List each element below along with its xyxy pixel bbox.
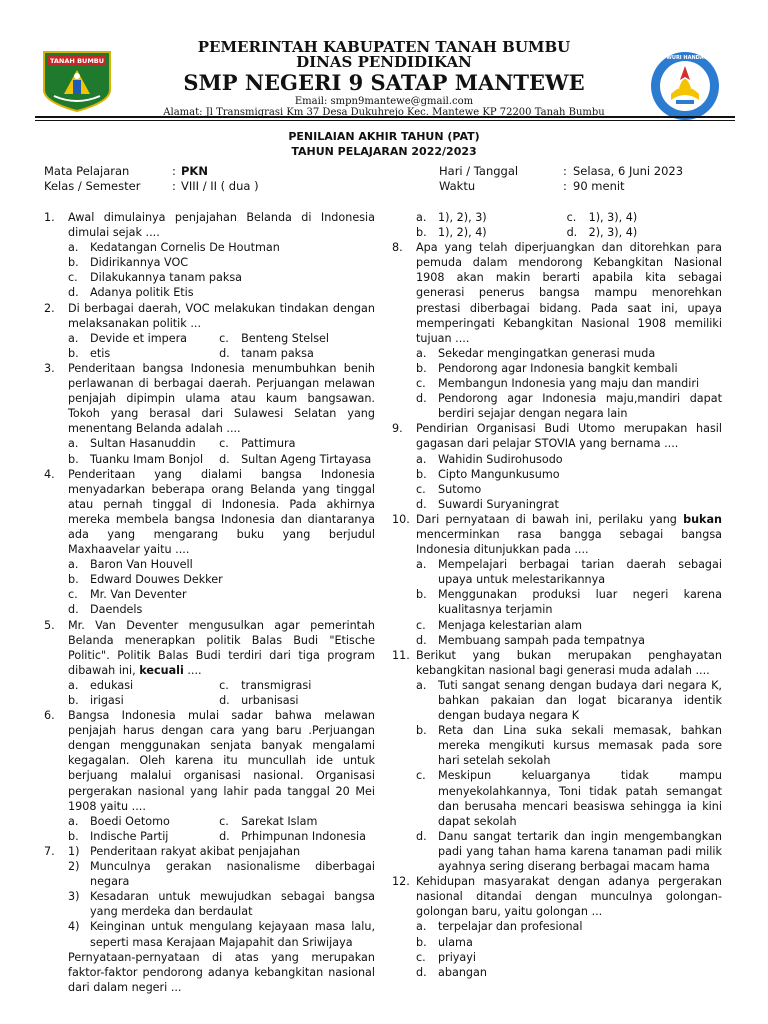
option-text: Edward Douwes Dekker <box>90 573 223 587</box>
option-c <box>416 618 722 633</box>
question-number: 10. <box>392 512 410 526</box>
statement-2 <box>68 859 375 889</box>
option-text: terpelajar dan profesional <box>438 920 583 934</box>
header-divider-thick <box>35 116 735 118</box>
question-6 <box>44 708 375 844</box>
option-letter: d. <box>416 497 427 511</box>
option-text: transmigrasi <box>241 678 312 692</box>
svg-text:TUT WURI HANDAYANI: TUT WURI HANDAYANI <box>653 55 717 61</box>
statement-1 <box>68 844 375 859</box>
option-row <box>416 225 722 240</box>
option-a <box>416 919 722 934</box>
option-letter: 3) <box>68 890 80 904</box>
school-name: SMP NEGERI 9 SATAP MANTEWE <box>183 70 585 95</box>
option-text: Reta dan Lina suka sekali memasak, bahkan mereka mengikuti kursus memasak pada sore hari setelah sekolah <box>438 724 722 768</box>
option-letter: a. <box>68 814 79 828</box>
option-d <box>416 497 722 512</box>
question-11 <box>392 648 722 874</box>
option-a <box>68 436 219 451</box>
option-c <box>567 210 722 225</box>
option-a <box>416 346 722 361</box>
option-b <box>68 693 219 708</box>
option-c <box>219 678 375 693</box>
question-number: 11. <box>392 648 410 662</box>
question-7 <box>44 844 375 995</box>
option-c <box>219 331 375 346</box>
option-letter: b. <box>68 573 79 587</box>
option-a <box>416 210 567 225</box>
option-text: Sutomo <box>438 482 482 496</box>
option-letter: c. <box>416 377 426 391</box>
question-number: 2. <box>44 301 55 315</box>
option-text: Danu sangat tertarik dan ingin mengembangkan padi yang tahan hama karena tanaman padi milik ayahnya sering diserang berbagai macam hama <box>438 829 722 874</box>
option-c <box>416 376 722 391</box>
option-d <box>416 391 722 421</box>
option-text: Baron Van Houvell <box>90 558 193 572</box>
question-4 <box>44 467 375 618</box>
subject-value: PKN <box>181 164 208 178</box>
option-b <box>416 361 722 376</box>
option-letter: a. <box>416 920 427 934</box>
question-2 <box>44 301 375 361</box>
option-letter: b. <box>416 724 427 738</box>
option-d <box>567 225 722 240</box>
option-text: Pendorong agar Indonesia maju,mandiri dapat berdiri sejajar dengan negara lain <box>438 392 722 421</box>
option-row <box>68 678 375 693</box>
questions-right-column <box>392 210 722 980</box>
option-c <box>219 814 375 829</box>
option-text: Sultan Ageng Tirtayasa <box>241 452 372 466</box>
questions-left-column <box>44 210 375 995</box>
option-text: Benteng Stelsel <box>241 331 330 345</box>
question-8 <box>392 240 722 421</box>
option-text: urbanisasi <box>241 694 299 707</box>
time-value: 90 menit <box>573 179 625 193</box>
question-stem: Apa yang telah diperjuangkan dan ditorehkan para pemuda dalam mendorong Kebangkitan Nasional 1908 akan makin berarti apabila kita sebagai generasi penerus bangsa mampu menorehkan prestasi diberbagai bidang. Pada saat ini, upaya memperingati Kebangkitan Nasional 1908 memiliki tujuan .... <box>416 241 722 345</box>
option-letter: a. <box>416 558 427 572</box>
question-stem: Awal dimulainya penjajahan Belanda di Indonesia dimulai sejak .... <box>68 211 375 240</box>
question-stem: Di berbagai daerah, VOC melakukan tindakan dengan melaksanakan politik ... <box>68 301 375 330</box>
question-stem: Mr. Van Deventer mengusulkan agar pemerintah Belanda menerapkan politik Balas Budi "Etische Politic". Politik Balas Budi terdiri dari tiga program dibawah ini, kecuali .... <box>68 618 375 677</box>
option-letter: c. <box>416 618 426 632</box>
option-letter: b. <box>68 829 79 843</box>
option-text: abangan <box>438 965 487 979</box>
option-text: Kedatangan Cornelis De Houtman <box>90 241 280 255</box>
option-letter: c. <box>68 271 78 285</box>
option-d <box>416 965 722 980</box>
option-row <box>68 331 375 346</box>
option-letter: d. <box>416 829 427 843</box>
option-letter: 1) <box>68 844 80 858</box>
option-c <box>416 768 722 828</box>
option-b <box>416 935 722 950</box>
option-letter: a. <box>68 437 79 451</box>
option-d <box>219 829 375 844</box>
question-5 <box>44 618 375 709</box>
option-text: Pattimura <box>241 437 296 451</box>
question-number: 12. <box>392 875 410 889</box>
option-text: Tuanku Imam Bonjol <box>90 452 204 466</box>
option-text: Meskipun keluarganya tidak mampu menyekolahkannya, Toni tidak patah semangat dan berusaha mencari beasiswa sehingga ia kini dapat sekolah <box>438 769 722 828</box>
option-b <box>416 587 722 617</box>
question-stem: Pernyataan-pernyataan di atas yang merupakan faktor-faktor pendorong adanya kebangkitan nasional dari dalam negeri ... <box>68 950 375 994</box>
option-d <box>68 602 375 617</box>
emphasis-word: bukan <box>683 512 722 526</box>
subject-colon: : <box>172 164 176 178</box>
option-letter: d. <box>68 603 79 617</box>
option-text: priyayi <box>438 950 477 964</box>
option-letter: d. <box>219 829 230 843</box>
question-10 <box>392 512 722 648</box>
option-d <box>219 346 375 361</box>
option-letter: b. <box>68 256 79 270</box>
option-a <box>416 452 722 467</box>
class-colon: : <box>172 179 176 193</box>
option-text: Cipto Mangunkusumo <box>438 467 560 481</box>
question-stem: Penderitaan bangsa Indonesia menumbuhkan benih perlawanan di berbagai daerah. Perjuangan melawan penjajah dipimpin ulama atau kaum bangsawan. Tokoh yang berasal dari Sulawesi Selatan yang menentang Belanda adalah .... <box>68 361 375 436</box>
option-letter: b. <box>416 226 427 240</box>
option-text: Menjaga kelestarian alam <box>438 618 583 632</box>
question-1 <box>44 210 375 301</box>
time-colon: : <box>563 179 567 193</box>
question-number: 1. <box>44 211 55 224</box>
option-letter: 4) <box>68 920 80 934</box>
option-row <box>68 829 375 844</box>
option-c <box>219 436 375 451</box>
option-text: Mr. Van Deventer <box>90 588 187 602</box>
class-value: VIII / II ( dua ) <box>181 179 259 193</box>
school-address: Alamat: Jl Transmigrasi Km 37 Desa Dukuhrejo Kec. Mantewe KP 72200 Tanah Bumbu <box>163 107 605 118</box>
option-text: Devide et impera <box>90 331 188 345</box>
option-a <box>416 678 722 723</box>
option-text: Sekedar mengingatkan generasi muda <box>438 346 656 360</box>
option-letter: d. <box>219 452 230 466</box>
class-label: Kelas / Semester <box>44 179 141 193</box>
option-letter: a. <box>68 241 79 255</box>
svg-text:TANAH BUMBU: TANAH BUMBU <box>49 57 105 65</box>
option-d <box>416 829 722 874</box>
option-text: edukasi <box>90 678 134 692</box>
day-label: Hari / Tanggal <box>439 164 519 178</box>
option-letter: a. <box>416 211 427 224</box>
question-stem: Penderitaan yang dialami bangsa Indonesia menyadarkan beberapa orang Belanda yang tinggal atau pernah tinggal di Indonesia. Pada akhirnya mereka membela bangsa Indonesia dan diantaranya ada yang mengarang buku yang berjudul Maxhaavelar yaitu .... <box>68 467 375 557</box>
government-name: PEMERINTAH KABUPATEN TANAH BUMBU <box>197 38 571 56</box>
option-text: Suwardi Suryaningrat <box>438 497 559 511</box>
time-label: Waktu <box>439 179 476 193</box>
question-stem: Kehidupan masyarakat dengan adanya pergerakan nasional ditandai dengan munculnya golongan-golongan baru, yaitu golongan ... <box>416 875 722 919</box>
option-letter: c. <box>219 678 229 692</box>
option-d <box>219 693 375 708</box>
subject-label: Mata Pelajaran <box>44 164 130 178</box>
option-row <box>68 452 375 467</box>
option-text: Boedi Oetomo <box>90 814 170 828</box>
option-a <box>68 557 375 572</box>
question-stem: Berikut yang bukan merupakan penghayatan kebangkitan nasional bagi generasi muda adalah .... <box>416 648 722 677</box>
question-number: 4. <box>44 467 55 481</box>
option-letter: d. <box>219 346 230 360</box>
option-b <box>68 829 219 844</box>
option-text: 2), 3), 4) <box>588 226 638 240</box>
option-b <box>68 346 219 361</box>
option-b <box>416 467 722 482</box>
option-letter: a. <box>68 331 79 345</box>
option-b <box>416 225 567 240</box>
option-text: Munculnya gerakan nasionalisme diberbagai negara <box>90 860 375 889</box>
question-stem: Pendirian Organisasi Budi Utomo merupakan hasil gagasan dari pelajar STOVIA yang bernama .... <box>416 422 722 451</box>
question-number: 3. <box>44 361 55 375</box>
option-letter: a. <box>416 452 427 466</box>
option-letter: c. <box>219 331 229 345</box>
option-letter: b. <box>416 588 427 602</box>
option-text: 1), 3), 4) <box>588 211 638 224</box>
option-a <box>416 557 722 587</box>
question-number: 8. <box>392 241 403 255</box>
option-letter: a. <box>68 558 79 572</box>
option-text: Mempelajari berbagai tarian daerah sebagai upaya untuk melestarikannya <box>438 558 722 587</box>
option-text: Tuti sangat senang dengan budaya dari negara K, bahkan pakaian dan logat bicaranya identik dengan budaya negara K <box>438 678 722 723</box>
option-b <box>68 452 219 467</box>
option-row <box>68 346 375 361</box>
question-3 <box>44 361 375 467</box>
option-a <box>68 331 219 346</box>
option-letter: b. <box>68 694 79 707</box>
option-letter: b. <box>416 935 427 949</box>
option-row <box>68 436 375 451</box>
option-row <box>416 210 722 225</box>
option-text: Adanya politik Etis <box>90 286 194 300</box>
option-letter: c. <box>416 482 426 496</box>
option-b <box>68 255 375 270</box>
department-name: DINAS PENDIDIKAN <box>296 53 472 71</box>
statement-4 <box>68 919 375 949</box>
option-text: ulama <box>438 935 473 949</box>
option-text: Menggunakan produksi luar negeri karena kualitasnya terjamin <box>438 588 722 617</box>
option-letter: c. <box>416 950 426 964</box>
day-value: Selasa, 6 Juni 2023 <box>573 164 684 178</box>
option-text: Keinginan untuk mengulang kejayaan masa lalu, seperti masa Kerajaan Majapahit dan Sriwijaya <box>90 920 375 949</box>
option-text: Penderitaan rakyat akibat penjajahan <box>90 844 301 858</box>
option-letter: c. <box>416 769 426 783</box>
option-text: tanam paksa <box>241 346 314 360</box>
emphasis-word: kecuali <box>139 663 184 677</box>
option-a <box>68 814 219 829</box>
option-a <box>68 240 375 255</box>
option-letter: a. <box>416 346 427 360</box>
option-c <box>68 587 375 602</box>
question-9 <box>392 421 722 512</box>
question-number: 5. <box>44 618 55 632</box>
option-letter: d. <box>416 633 427 647</box>
option-row <box>68 693 375 708</box>
option-text: Pendorong agar Indonesia bangkit kembali <box>438 361 678 375</box>
option-letter: d. <box>68 286 79 300</box>
option-letter: b. <box>68 452 79 466</box>
option-text: 1), 2), 3) <box>438 211 487 224</box>
option-text: Sarekat Islam <box>241 814 318 828</box>
statement-3 <box>68 889 375 919</box>
option-letter: 2) <box>68 860 80 874</box>
option-letter: c. <box>566 211 577 224</box>
day-colon: : <box>563 164 567 178</box>
option-letter: a. <box>416 678 427 692</box>
option-letter: b. <box>416 361 427 375</box>
exam-meta-left <box>44 164 364 196</box>
option-text: Prhimpunan Indonesia <box>241 829 367 843</box>
option-text: Daendels <box>90 603 143 617</box>
question-7-options <box>392 210 722 240</box>
option-text: Didirikannya VOC <box>90 256 189 270</box>
option-letter: b. <box>68 346 79 360</box>
question-number: 9. <box>392 422 403 436</box>
exam-meta-right <box>439 164 739 196</box>
option-text: Membangun Indonesia yang maju dan mandiri <box>438 377 700 391</box>
option-letter: c. <box>68 588 78 602</box>
option-text: etis <box>90 346 111 360</box>
option-letter: d. <box>416 392 427 406</box>
option-d <box>219 452 375 467</box>
exam-title: PENILAIAN AKHIR TAHUN (PAT) <box>288 130 480 143</box>
option-text: Kesadaran untuk mewujudkan sebagai bangsa yang merdeka dan berdaulat <box>90 890 375 919</box>
option-text: Dilakukannya tanam paksa <box>90 271 243 285</box>
option-text: Membuang sampah pada tempatnya <box>438 633 645 647</box>
option-text: 1), 2), 4) <box>438 226 487 240</box>
academic-year: TAHUN PELAJARAN 2022/2023 <box>291 145 477 158</box>
option-letter: c. <box>219 437 229 451</box>
question-number: 7. <box>44 844 55 858</box>
option-row <box>68 814 375 829</box>
option-text: Sultan Hasanuddin <box>90 437 196 451</box>
option-letter: b. <box>416 467 427 481</box>
option-d <box>416 633 722 648</box>
option-b <box>68 572 375 587</box>
option-letter: d. <box>566 226 578 240</box>
option-letter: c. <box>219 814 229 828</box>
question-stem: Dari pernyataan di bawah ini, perilaku yang bukan mencerminkan rasa bangga sebagai bangsa Indonesia ditunjukkan pada .... <box>416 512 722 557</box>
question-number: 6. <box>44 709 55 723</box>
option-c <box>416 482 722 497</box>
question-12 <box>392 874 722 980</box>
school-email: Email: smpn9mantewe@gmail.com <box>294 96 474 107</box>
option-letter: a. <box>68 678 79 692</box>
option-b <box>416 723 722 768</box>
option-letter: d. <box>416 965 427 979</box>
option-d <box>68 285 375 300</box>
question-stem: Bangsa Indonesia mulai sadar bahwa melawan penjajah harus dengan cara yang baru .Perjuangan dengan menggunakan senjata banyak mengalami kegagalan. Oleh karena itu muncullah ide untuk berjuang malalui organisasi nasional. Organisasi pergerakan nasional yang lahir pada tanggal 20 Mei 1908 yaitu .... <box>68 709 375 813</box>
option-text: Wahidin Sudirohusodo <box>438 452 563 466</box>
option-c <box>68 270 375 285</box>
header-divider-thin <box>35 120 735 121</box>
option-text: irigasi <box>90 694 124 707</box>
option-letter: d. <box>219 694 230 707</box>
option-a <box>68 678 219 693</box>
option-c <box>416 950 722 965</box>
option-text: Indische Partij <box>90 829 169 843</box>
